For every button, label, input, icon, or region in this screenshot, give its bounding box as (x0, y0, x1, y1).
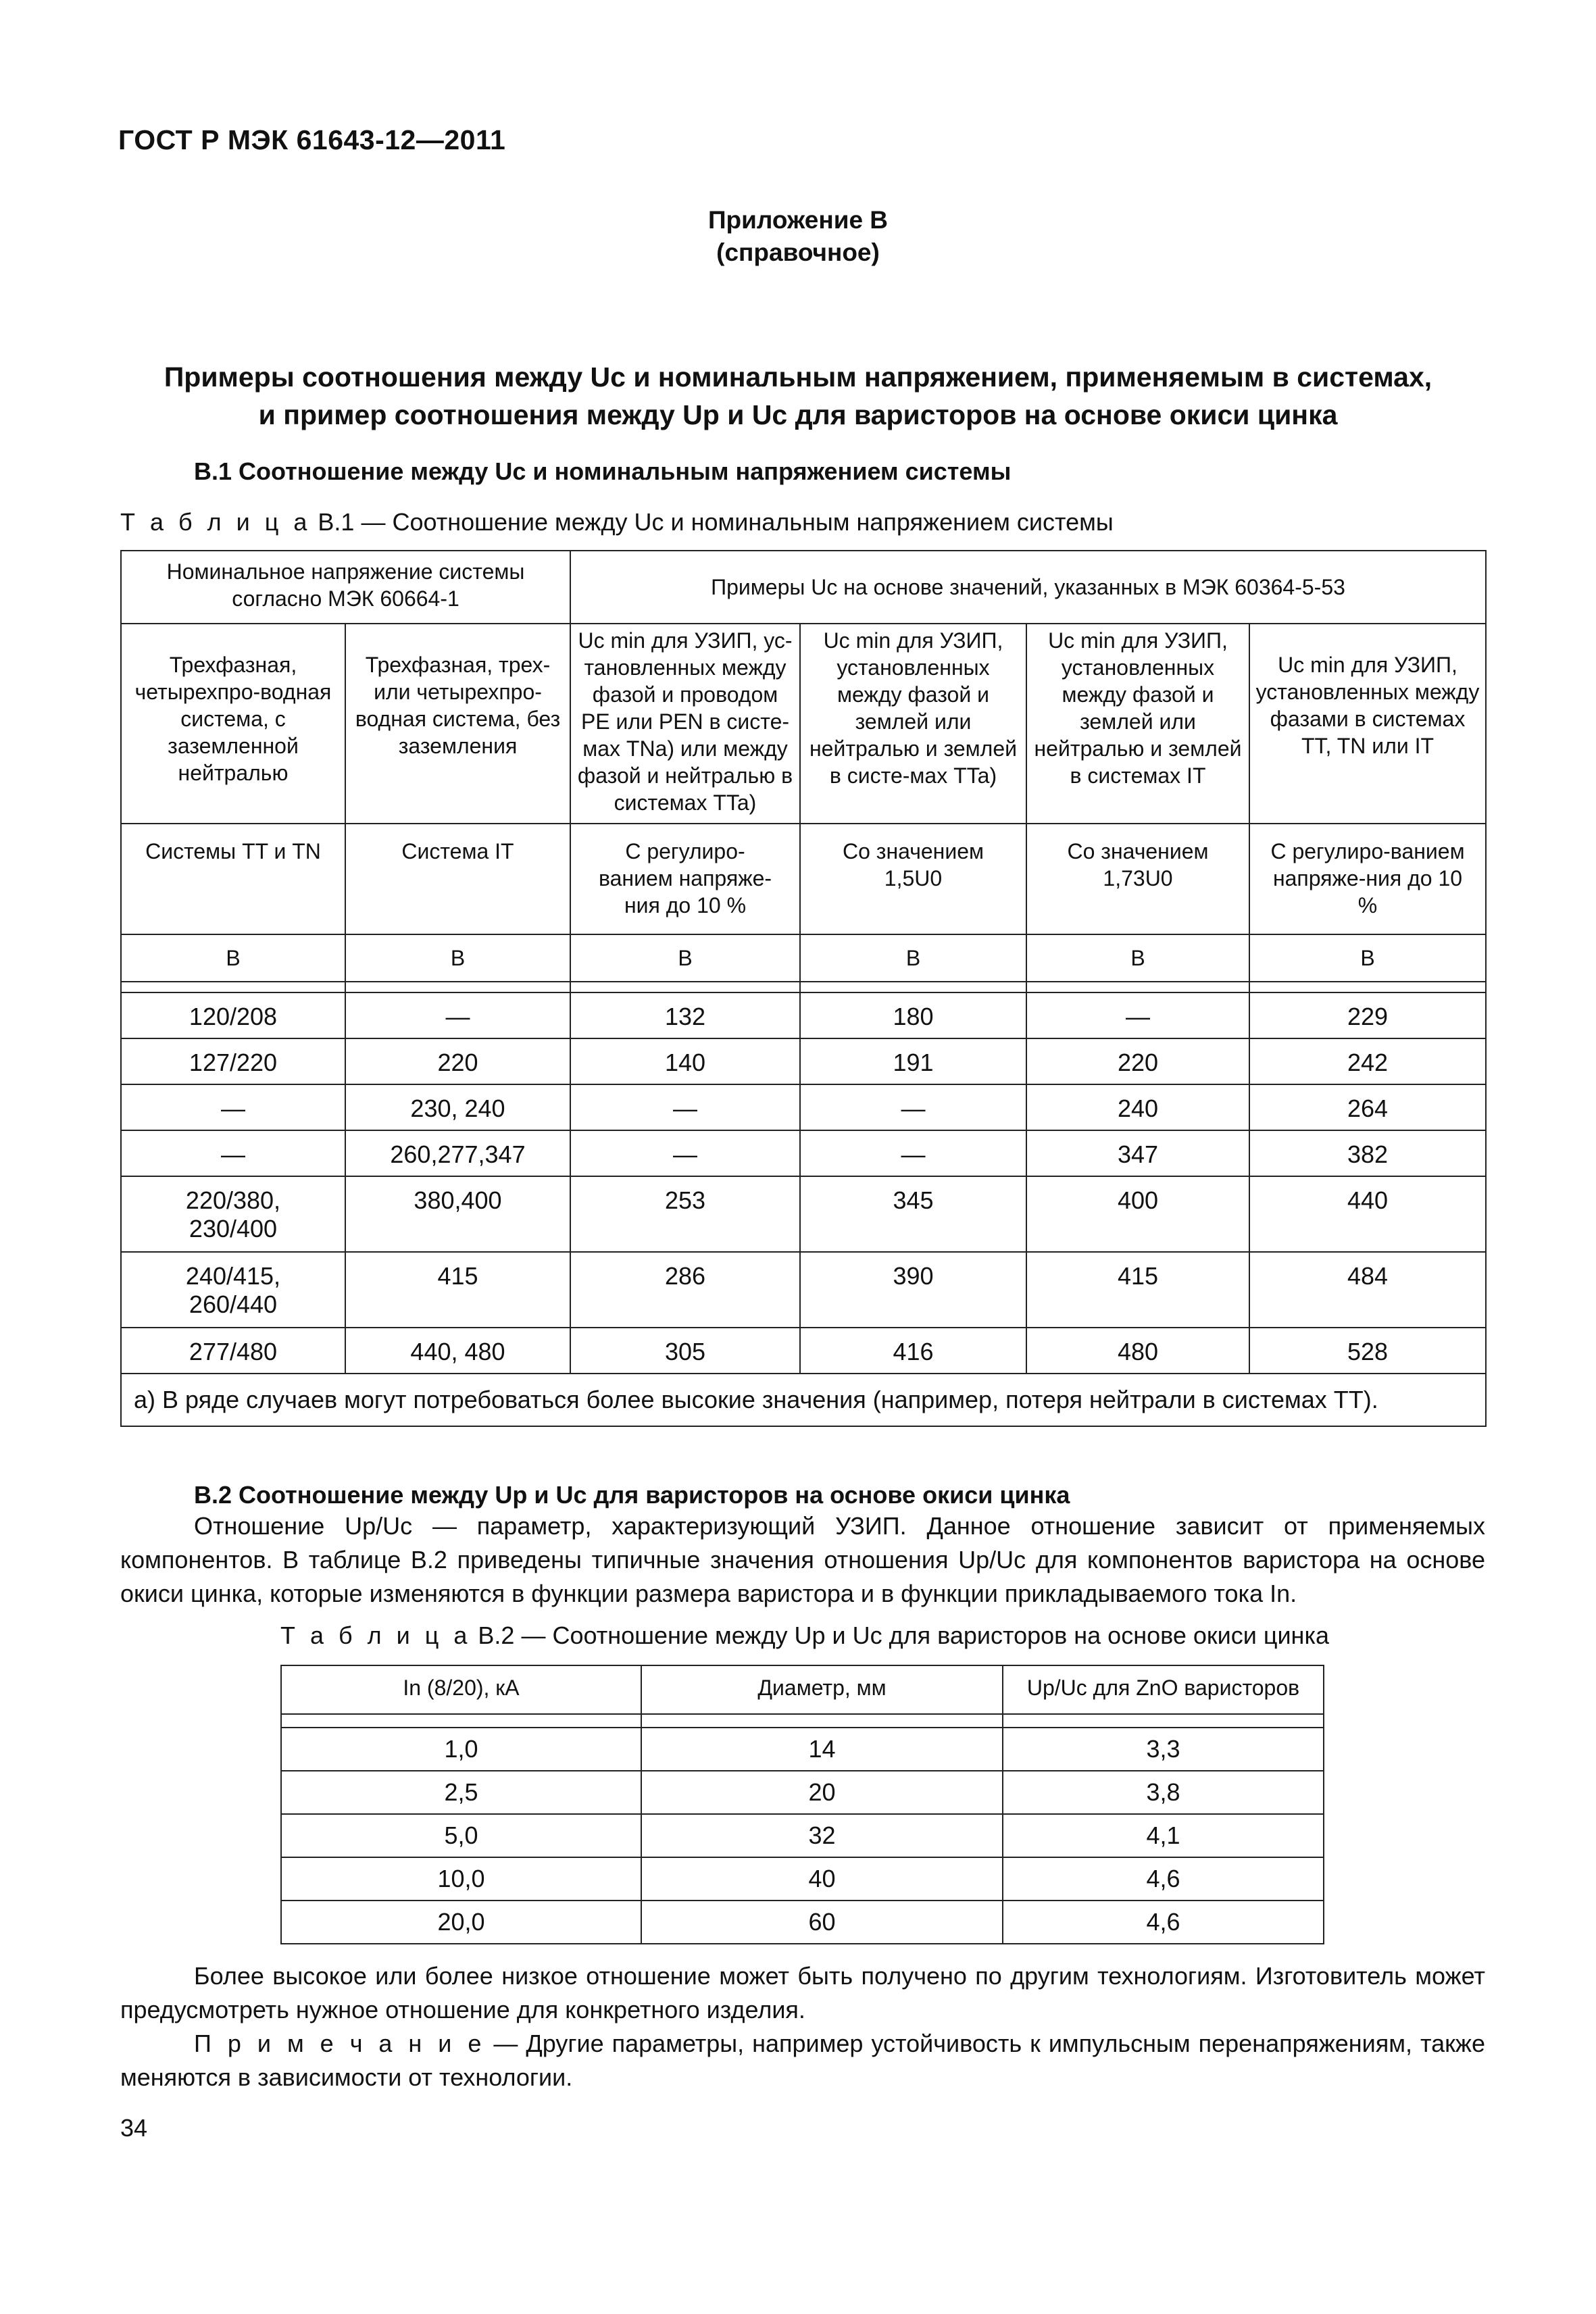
table1-cell: 132 (570, 992, 800, 1038)
table1-subheader-cell: С регулиро-ванием напряже-ния до 10 % (570, 824, 800, 934)
table1-cell: 382 (1249, 1130, 1486, 1176)
table1-cell: — (570, 1130, 800, 1176)
table1-unit-cell: В (800, 934, 1026, 982)
table1-unit-cell: В (570, 934, 800, 982)
table1-header-cell: Uc min для УЗИП, ус-тановленных между фазой и проводом PE или PEN в систе-мах TNa) или между фазой и нейтралью в системах TTa) (570, 624, 800, 824)
table2-header-cell: Диаметр, мм (641, 1665, 1003, 1714)
table1-cell: 286 (570, 1252, 800, 1328)
page-number: 34 (120, 2114, 148, 2142)
table1-cell: — (345, 992, 570, 1038)
table1-cell: 242 (1249, 1038, 1486, 1084)
table1-cell: — (570, 1084, 800, 1130)
table1-row (121, 1130, 1486, 1176)
appendix-heading (0, 204, 1596, 269)
table-b1 (120, 550, 1487, 1427)
table2-cell: 20,0 (281, 1901, 641, 1944)
table1-cell: 347 (1026, 1130, 1249, 1176)
table2-cell: 10,0 (281, 1857, 641, 1901)
section-heading-b2: В.2 Соотношение между Up и Uc для варисторов на основе окиси цинка (194, 1481, 1070, 1509)
table1-cell: 400 (1026, 1176, 1249, 1252)
table1-unit-cell: В (121, 934, 345, 982)
table2-cell: 32 (641, 1814, 1003, 1857)
table1-cell: 440 (1249, 1176, 1486, 1252)
table1-subheader-cell: Системы TT и TN (121, 824, 345, 934)
table1-cell: 253 (570, 1176, 800, 1252)
table1-cell: 229 (1249, 992, 1486, 1038)
paragraph-other-technologies: Более высокое или более низкое отношение может быть получено по другим технологиям. Изготовитель может предусмотреть нужное отношение для конкретного изделия. (120, 1962, 1485, 2023)
table1-caption (120, 508, 1114, 536)
table1-group-header-examples: Примеры Uc на основе значений, указанных в МЭК 60364-5-53 (570, 551, 1486, 624)
table1-row (121, 1328, 1486, 1374)
table1-header-cell: Трехфазная, четырехпро-водная система, с заземленной нейтралью (121, 624, 345, 824)
table1-cell: 120/208 (121, 992, 345, 1038)
note-text: — Другие параметры, например устойчивость к импульсным перенапряжениям, также меняются в зависимости от технологии. (120, 2030, 1485, 2091)
table1-cell: 416 (800, 1328, 1026, 1374)
table1-cell: 230, 240 (345, 1084, 570, 1130)
table1-cell: 305 (570, 1328, 800, 1374)
table1-cell: 264 (1249, 1084, 1486, 1130)
table2-row (281, 1901, 1324, 1944)
table2-row (281, 1857, 1324, 1901)
table2-row (281, 1814, 1324, 1857)
appendix-title (0, 358, 1596, 434)
table1-cell: — (121, 1084, 345, 1130)
table-b2 (280, 1665, 1324, 1944)
table2-cell: 3,3 (1003, 1728, 1324, 1771)
table1-header-cell: Uc min для УЗИП, установленных между фазами в системах TT, TN или IT (1249, 624, 1486, 824)
table1-cell: 390 (800, 1252, 1026, 1328)
document-header: ГОСТ Р МЭК 61643-12—2011 (118, 124, 506, 155)
appendix-type: (справочное) (716, 238, 880, 266)
table1-subheader-cell: Система IT (345, 824, 570, 934)
table1-row (121, 1176, 1486, 1252)
table1-caption-label: Т а б л и ц а (120, 508, 311, 536)
table1-cell: 480 (1026, 1328, 1249, 1374)
table2-caption-text: В.2 — Соотношение между Up и Uc для варисторов на основе окиси цинка (478, 1621, 1329, 1649)
table1-header-cell: Трехфазная, трех- или четырехпро-водная система, без заземления (345, 624, 570, 824)
table1-cell: — (800, 1084, 1026, 1130)
table1-subheader-cell: Со значением 1,73U0 (1026, 824, 1249, 934)
table2-cell: 1,0 (281, 1728, 641, 1771)
table2-cell: 60 (641, 1901, 1003, 1944)
table2-caption (280, 1621, 1329, 1650)
table1-cell: 140 (570, 1038, 800, 1084)
table1-cell: 220/380, 230/400 (121, 1176, 345, 1252)
appendix-label: Приложение В (707, 206, 889, 234)
table2-cell: 14 (641, 1728, 1003, 1771)
table1-cell: 528 (1249, 1328, 1486, 1374)
table1-row (121, 1038, 1486, 1084)
table1-row (121, 1252, 1486, 1328)
table2-cell: 4,6 (1003, 1901, 1324, 1944)
table1-group-header-nominal: Номинальное напряжение системы согласно МЭК 60664-1 (121, 551, 570, 624)
paragraph-ratio-description: Отношение Up/Uc — параметр, характеризующий УЗИП. Данное отношение зависит от применяемых компонентов. В таблице В.2 приведены типичные значения отношения Up/Uc для компонентов варистора на основе окиси цинка, которые изменяются в функции размера варистора и в функции прикладываемого тока In. (120, 1512, 1485, 1607)
table1-cell: 260,277,347 (345, 1130, 570, 1176)
table1-unit-cell: В (1026, 934, 1249, 982)
table1-cell: 345 (800, 1176, 1026, 1252)
table2-cell: 40 (641, 1857, 1003, 1901)
table2-cell: 4,1 (1003, 1814, 1324, 1857)
table1-row (121, 1084, 1486, 1130)
table1-cell: 440, 480 (345, 1328, 570, 1374)
table1-cell: 240/415, 260/440 (121, 1252, 345, 1328)
table1-header-cell: Uc min для УЗИП, установленных между фазой и землей или нейтралью и землей в системах IT (1026, 624, 1249, 824)
table1-cell: 180 (800, 992, 1026, 1038)
table1-cell: 277/480 (121, 1328, 345, 1374)
table1-cell: 127/220 (121, 1038, 345, 1084)
table2-header-cell: In (8/20), кА (281, 1665, 641, 1714)
note (120, 2027, 1485, 2094)
table1-cell: 415 (1026, 1252, 1249, 1328)
table1-unit-cell: В (1249, 934, 1486, 982)
table1-row (121, 992, 1486, 1038)
table1-cell: 191 (800, 1038, 1026, 1084)
table2-row (281, 1728, 1324, 1771)
table1-unit-cell: В (345, 934, 570, 982)
title-line-2: и пример соотношения между Up и Uc для варисторов на основе окиси цинка (258, 399, 1338, 430)
table2-cell: 4,6 (1003, 1857, 1324, 1901)
table2-row (281, 1771, 1324, 1814)
title-line-1: Примеры соотношения между Uc и номинальным напряжением, применяемым в системах, (164, 361, 1432, 393)
table2-cell: 3,8 (1003, 1771, 1324, 1814)
table1-cell: 415 (345, 1252, 570, 1328)
table1-subheader-cell: Со значением 1,5U0 (800, 824, 1026, 934)
table2-cell: 2,5 (281, 1771, 641, 1814)
table1-subheader-cell: С регулиро-ванием напряже-ния до 10 % (1249, 824, 1486, 934)
table2-caption-label: Т а б л и ц а (280, 1621, 472, 1649)
table1-cell: — (1026, 992, 1249, 1038)
table1-cell: 484 (1249, 1252, 1486, 1328)
table2-cell: 5,0 (281, 1814, 641, 1857)
table1-cell: 220 (1026, 1038, 1249, 1084)
table1-caption-text: В.1 — Соотношение между Uc и номинальным напряжением системы (318, 508, 1114, 536)
table2-header-cell: Up/Uc для ZnO варисторов (1003, 1665, 1324, 1714)
table1-cell: — (800, 1130, 1026, 1176)
table1-cell: — (121, 1130, 345, 1176)
table1-cell: 220 (345, 1038, 570, 1084)
table1-header-cell: Uc min для УЗИП, установленных между фазой и землей или нейтралью и землей в систе-мах TTa) (800, 624, 1026, 824)
table1-cell: 380,400 (345, 1176, 570, 1252)
note-label: П р и м е ч а н и е (194, 2030, 486, 2057)
table2-cell: 20 (641, 1771, 1003, 1814)
table1-cell: 240 (1026, 1084, 1249, 1130)
section-heading-b1: В.1 Соотношение между Uc и номинальным напряжением системы (194, 457, 1012, 485)
table1-footnote: a) В ряде случаев могут потребоваться более высокие значения (например, потеря нейтрали в системах TT). (121, 1374, 1486, 1426)
